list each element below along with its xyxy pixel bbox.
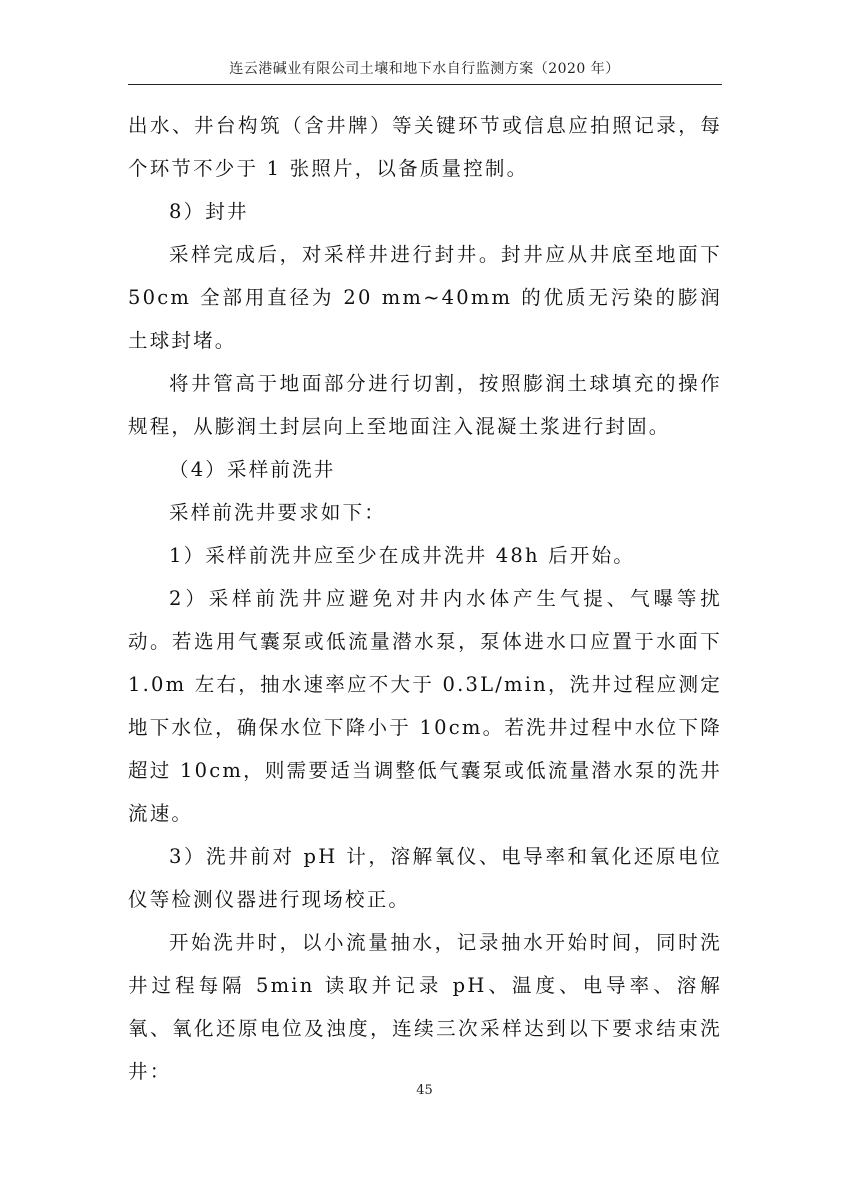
running-header: 连云港碱业有限公司土壤和地下水自行监测方案（2020 年） — [229, 61, 620, 77]
paragraph-purge-requirements: 采样前洗井要求如下： — [169, 501, 387, 524]
paragraph-purge-item-2: 2）采样前洗井应避免对井内水体产生气提、气曝等扰动。若选用气囊泵或低流量潜水泵，泵体进水口应置于水面下 1.0m 左右，抽水速率应不大于 0.3L/min，洗井过程应测定地下水位，确保水位下降小于 10cm。若洗井过程中水位下降超过 10cm，则需要适当调整低气囊泵或低流量潜水泵的洗井流速。 — [128, 587, 722, 825]
header-divider — [128, 84, 722, 85]
paragraph-photo-record: 出水、井台构筑（含井牌）等关键环节或信息应拍照记录，每个环节不少于 1 张照片，以备质量控制。 — [128, 114, 722, 180]
paragraph-purge-start: 开始洗井时，以小流量抽水，记录抽水开始时间，同时洗井过程每隔 5min 读取并记录 pH、温度、电导率、溶解氧、氧化还原电位及浊度，连续三次采样达到以下要求结束洗井： — [128, 931, 722, 1083]
paragraph-sealing-method: 采样完成后，对采样井进行封井。封井应从井底至地面下 50cm 全部用直径为 20 mm~40mm 的优质无污染的膨润土球封堵。 — [128, 243, 722, 352]
paragraph-purge-item-1: 1）采样前洗井应至少在成井洗井 48h 后开始。 — [169, 544, 635, 567]
paragraph-purge-item-3: 3）洗井前对 pH 计，溶解氧仪、电导率和氧化还原电位仪等检测仪器进行现场校正。 — [128, 845, 722, 911]
page-body — [128, 104, 722, 1093]
heading-pre-sampling-purge: （4）采样前洗井 — [169, 458, 336, 481]
paragraph-pipe-cutting: 将井管高于地面部分进行切割，按照膨润土球填充的操作规程，从膨润土封层向上至地面注入混凝土浆进行封固。 — [128, 372, 722, 438]
heading-well-sealing: 8）封井 — [169, 200, 249, 223]
page-number: 45 — [416, 1083, 433, 1098]
